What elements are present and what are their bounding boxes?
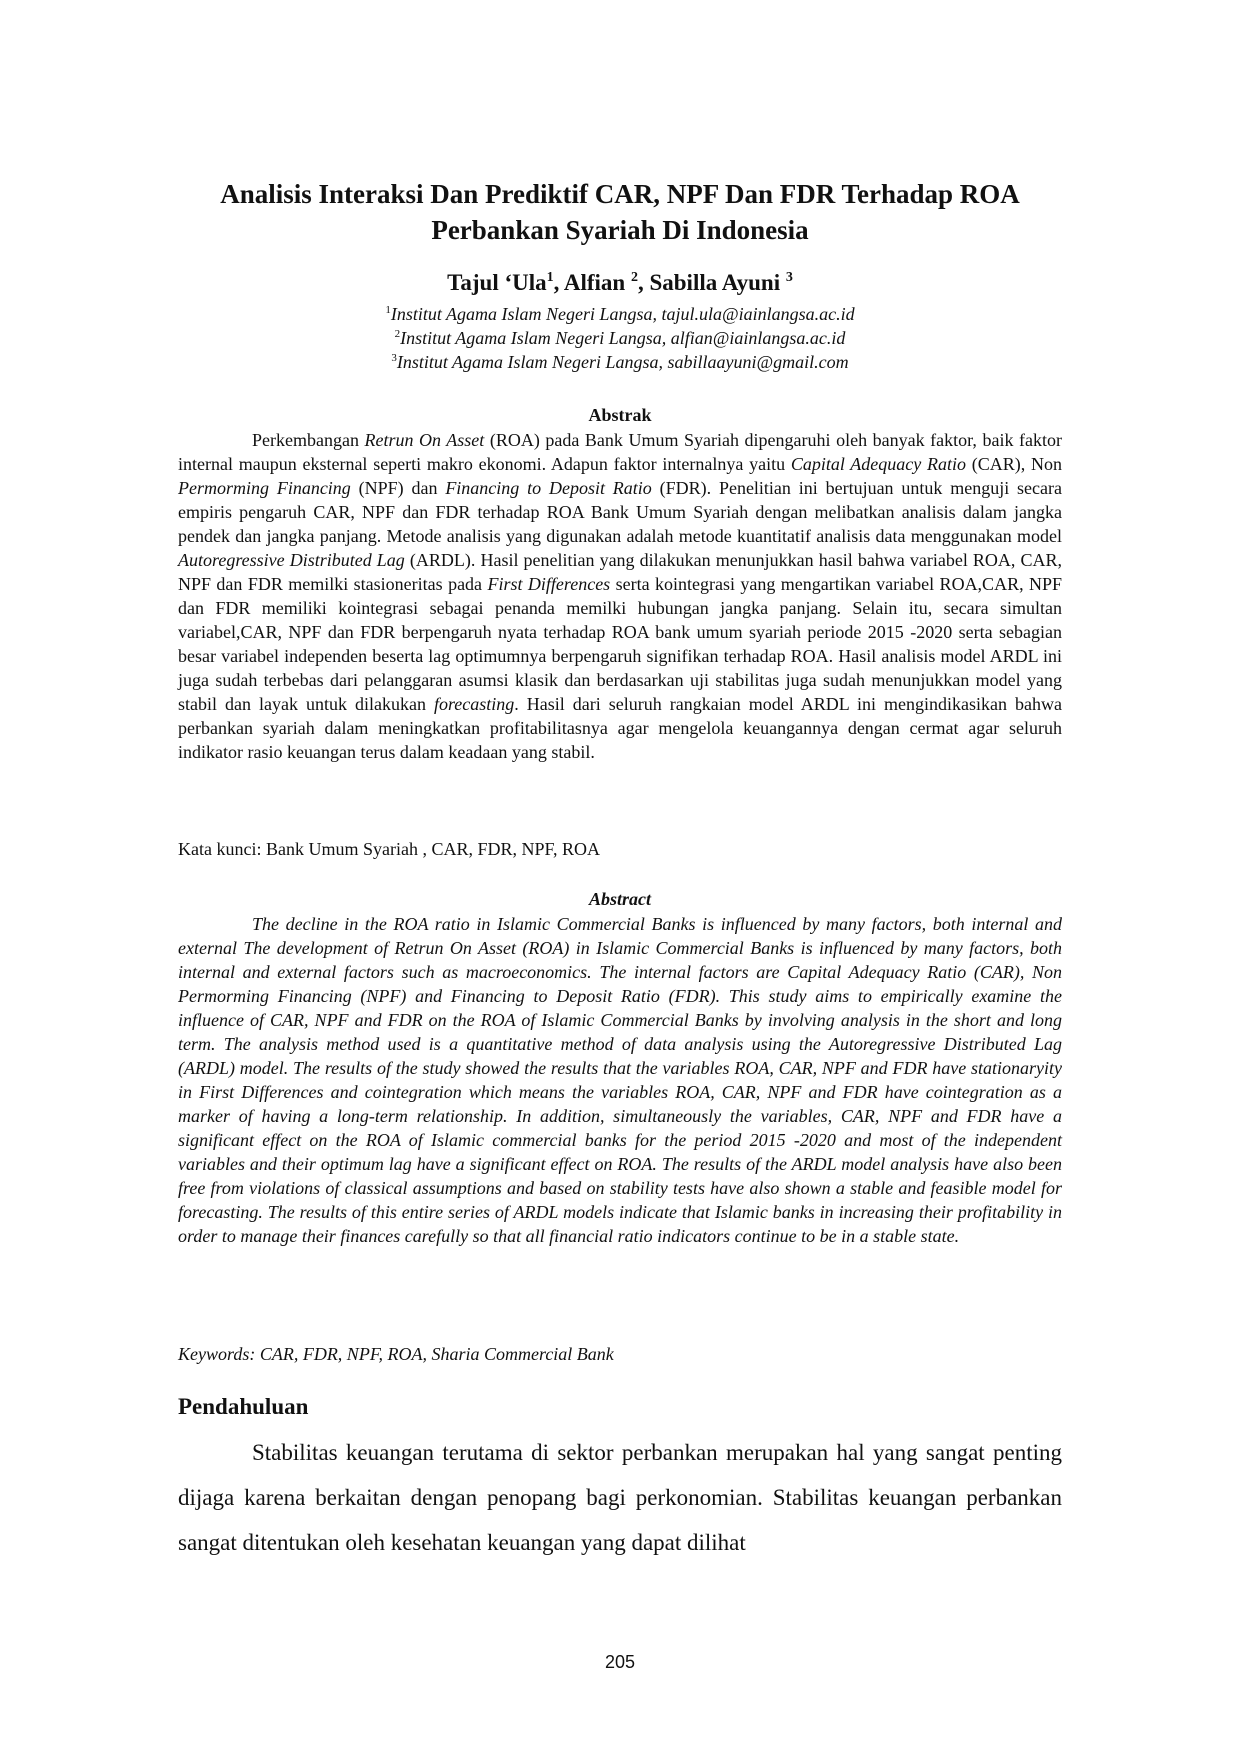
abstrak-text: (CAR), Non (966, 454, 1063, 474)
abstrak-italic-term: First Differences (487, 574, 611, 594)
abstrak-text: (ROA) pada Bank Umum Syariah dipengaruhi oleh banyak faktor, baik faktor internal maupun eksternal seperti makro ekonomi. Adapun faktor internalnya yaitu (178, 430, 1062, 474)
abstrak-italic-term: Autoregressive Distributed Lag (178, 550, 405, 570)
abstrak-text: (FDR). Penelitian ini bertujuan untuk menguji secara empiris pengaruh CAR, NPF dan FDR terhadap ROA Bank Umum Syariah dengan melibatkan analisis dalam jangka pendek dan jangka panjang. Metode analisis yang digunakan adalah metode kuantitatif analisis data menggunakan model (178, 478, 1062, 546)
affiliation-marker: 3 (391, 352, 397, 364)
abstract-body (178, 912, 1062, 1248)
affiliation-text: Institut Agama Islam Negeri Langsa, alfian@iainlangsa.ac.id (400, 328, 846, 348)
author-name: Alfian (563, 270, 631, 295)
abstrak-italic-term: Permorming Financing (178, 478, 351, 498)
author-list: Tajul ‘Ula$^1$, Alfian $^2$, Sabilla Ayuni $^3$ (447, 270, 793, 295)
abstrak-text: (NPF) dan (350, 478, 446, 498)
section-heading: Pendahuluan (178, 1394, 309, 1419)
abstrak-text: Perkembangan (252, 430, 365, 450)
abstrak-heading: Abstrak (588, 405, 652, 425)
affiliation-marker: 2 (394, 328, 401, 340)
paper-title (120, 176, 1120, 248)
section-paragraph: Stabilitas keuangan terutama di sektor perbankan merupakan hal yang sangat penting dijaga karena berkaitan dengan penopang bagi perkonomian. Stabilitas keuangan perbankan sangat ditentukan oleh kesehatan keuangan yang dapat dilihat (178, 1440, 1062, 1555)
abstrak-italic-term: Retrun On Asset (364, 430, 485, 450)
section-body (178, 1430, 1062, 1565)
abstrak-body (178, 428, 1062, 764)
kata-kunci: Kata kunci: Bank Umum Syariah , CAR, FDR, NPF, ROA (178, 839, 601, 859)
author-affil-marker: 3 (785, 270, 793, 285)
affiliation (120, 326, 1120, 350)
affiliation (120, 302, 1120, 326)
abstrak-text: serta kointegrasi yang mengartikan variabel ROA,CAR, NPF dan FDR memiliki kointegrasi sebagai penanda memilki hubungan jangka panjang. Selain itu, secara simultan variabel,CAR, NPF dan FDR berpengaruh nyata terhadap ROA bank umum syariah periode 2015 -2020 serta sebagian besar variabel independen beserta lag optimumnya berpengaruh signifikan terhadap ROA. Hasil analisis model ARDL ini juga sudah terbebas dari pelanggaran asumsi klasik dan berdasarkan uji stabilitas juga sudah menunjukkan model yang stabil dan layak untuk dilakukan (178, 574, 1063, 714)
title-line-1: Analisis Interaksi Dan Prediktif CAR, NPF Dan FDR Terhadap ROA (220, 179, 1020, 209)
keywords: Keywords: CAR, FDR, NPF, ROA, Sharia Commercial Bank (178, 1344, 614, 1364)
affiliation-text: Institut Agama Islam Negeri Langsa, tajul.ula@iainlangsa.ac.id (390, 304, 855, 324)
page-number: 205 (604, 1652, 636, 1672)
author-affil-marker: 2 (630, 270, 638, 285)
abstrak-text: (ARDL). Hasil penelitian yang dilakukan menunjukkan hasil bahwa variabel ROA, CAR, NPF dan FDR memilki stasioneritas pada (178, 550, 1063, 594)
abstract-heading: Abstract (588, 889, 651, 909)
abstrak-text: . Hasil dari seluruh rangkaian model ARDL ini mengindikasikan bahwa perbankan syariah dalam meningkatkan profitabilitasnya agar mengelola keuangannya dengan cermat agar seluruh indikator rasio keuangan terus dalam keadaan yang stabil. (178, 694, 1062, 762)
abstrak-italic-term: Financing to Deposit Ratio (445, 478, 652, 498)
affiliation (120, 350, 1120, 374)
title-line-2: Perbankan Syariah Di Indonesia (431, 215, 809, 245)
abstract-text: The decline in the ROA ratio in Islamic Commercial Banks is influenced by many factors, both internal and external The development of Retrun On Asset (ROA) in Islamic Commercial Banks is influenced by many factors, both internal and external factors such as macroeconomics. The internal factors are Capital Adequacy Ratio (CAR), Non Permorming Financing (NPF) and Financing to Deposit Ratio (FDR). This study aims to empirically examine the influence of CAR, NPF and FDR on the ROA of Islamic Commercial Banks by involving analysis in the short and long term. The analysis method used is a quantitative method of data analysis using the Autoregressive Distributed Lag (ARDL) model. The results of the study showed the results that the variables ROA, CAR, NPF and FDR have stationaryity in First Differences and cointegration which means the variables ROA, CAR, NPF and FDR have cointegration as a marker of having a long-term relationship. In addition, simultaneously the variables, CAR, NPF and FDR have a significant effect on the ROA of Islamic commercial banks for the period 2015 -2020 and most of the independent variables and their optimum lag have a significant effect on ROA. The results of the ARDL model analysis have also been free from violations of classical assumptions and based on stability tests have also shown a stable and feasible model for forecasting. The results of this entire series of ARDL models indicate that Islamic banks in increasing their profitability in order to manage their finances carefully so that all financial ratio indicators continue to be in a stable state. (178, 914, 1062, 1246)
author-name: Sabilla Ayuni (649, 270, 786, 295)
abstrak-italic-term: forecasting (433, 694, 515, 714)
affiliation-text: Institut Agama Islam Negeri Langsa, sabillaayuni@gmail.com (396, 352, 849, 372)
affiliation-marker: 1 (385, 304, 391, 316)
author-affil-marker: 1 (546, 270, 554, 285)
affiliation-list (120, 302, 1120, 374)
abstrak-italic-term: Capital Adequacy Ratio (790, 454, 966, 474)
author-name: Tajul ‘Ula (447, 270, 547, 295)
